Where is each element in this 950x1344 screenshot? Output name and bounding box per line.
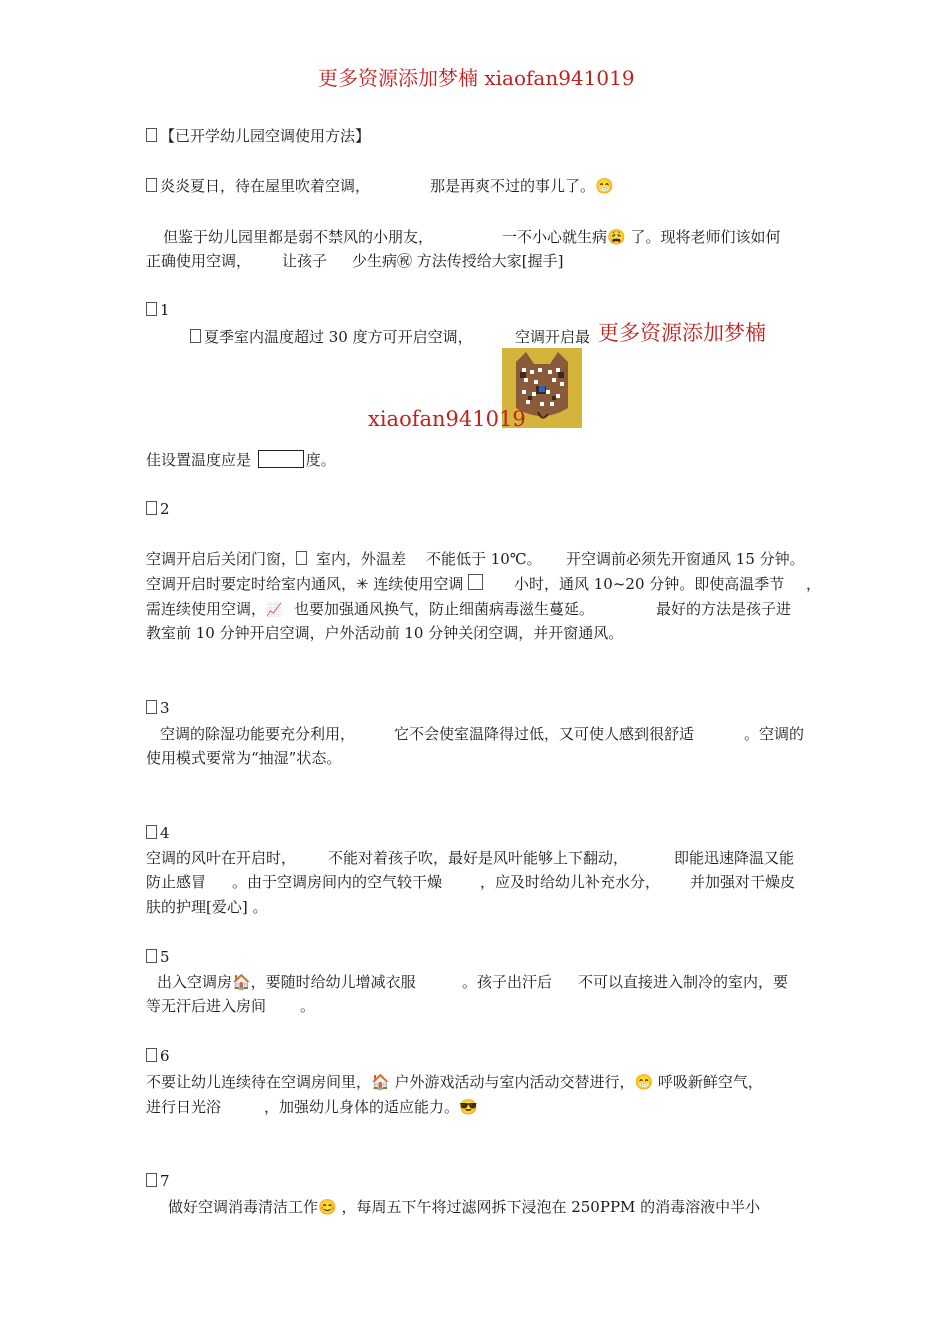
section-5-line-2a: 等无汗后进入房间 [146, 997, 267, 1015]
watermark-inline-text: 更多资源添加梦楠 [598, 321, 766, 345]
missing-glyph-icon [146, 825, 157, 839]
missing-glyph-icon [146, 128, 157, 142]
missing-glyph-icon [146, 949, 157, 963]
section-4-line-2b: 。由于空调房间内的空气较干燥 [232, 873, 443, 891]
section-3-number: 3 [146, 696, 170, 720]
section-5-line-1b: 。孩子出汗后 [462, 973, 553, 991]
section-4-line-1a: 空调的风叶在开启时， [146, 849, 297, 867]
section-2-line-1b: 室内，外温差 [316, 550, 407, 568]
section-2-line-2c: ， [806, 575, 822, 593]
section-4-line-2a: 防止感冒 [146, 873, 207, 891]
missing-glyph-icon [146, 1048, 157, 1062]
section-2-line-2a: 空调开启时要定时给室内通风，✳ 连续使用空调 [146, 572, 486, 596]
section-5-number: 5 [146, 945, 170, 969]
section-2-number: 2 [146, 497, 170, 521]
section-6-number: 6 [146, 1044, 170, 1068]
section-5-line-1a: 出入空调房🏠，要随时给幼儿增减衣服 [157, 973, 416, 991]
missing-glyph-icon [146, 501, 157, 515]
section-4-line-1b: 不能对着孩子吹，最好是风叶能够上下翻动， [328, 849, 629, 867]
section-4-line-3: 肤的护理[爱心] 。 [146, 898, 268, 916]
intro-line-1b: 那是再爽不过的事儿了。😁 [430, 177, 614, 195]
watermark-header: 更多资源添加梦楠 xiaofan941019 [318, 66, 635, 90]
section-5-line-2b: 。 [300, 997, 316, 1015]
section-6-line-2b: ，加强幼儿身体的适应能力。😎 [264, 1098, 478, 1116]
section-6-line-2a: 进行日光浴 [146, 1098, 222, 1116]
section-3-line-1c: 。空调的 [744, 725, 805, 743]
section-7-line-1: 做好空调消毒清洁工作😊 ，每周五下午将过滤网拆下浸泡在 250PPM 的消毒溶液中半小 [168, 1198, 761, 1216]
section-2-line-1d: 开空调前必须先开窗通风 15 分钟。 [566, 550, 805, 568]
section-2-line-1c: 不能低于 10℃。 [426, 550, 542, 568]
section-2-line-3b: 也要加强通风换气，防止细菌病毒滋生蔓延。 [294, 600, 595, 618]
intro-line-3b: 让孩子 [282, 252, 328, 270]
missing-glyph-icon [190, 329, 201, 343]
section-1-line-2: 佳设置温度应是 度。 [146, 451, 336, 469]
section-1-line-1b: 空调开启最 [515, 328, 591, 346]
intro-line-3a: 正确使用空调， [146, 252, 252, 270]
missing-glyph-icon [468, 574, 483, 590]
chart-glyph-icon: 📈 [266, 603, 283, 618]
intro-line-3c: 少生病㊗ 方法传授给大家[握手] [352, 252, 564, 270]
section-2-line-4: 教室前 10 分钟开启空调，户外活动前 10 分钟关闭空调，并开窗通风。 [146, 624, 624, 642]
section-5-line-1c: 不可以直接进入制冷的室内，要 [578, 973, 789, 991]
section-2-line-2b: 小时，通风 10~20 分钟。即使高温季节 [514, 575, 785, 593]
missing-glyph-icon [146, 700, 157, 714]
intro-line-1: 炎炎夏日，待在屋里吹着空调， [146, 174, 370, 198]
missing-glyph-icon [296, 551, 307, 565]
section-4-line-2d: 并加强对干燥皮 [690, 873, 796, 891]
section-3-line-1a: 空调的除湿功能要充分利用， [160, 725, 356, 743]
section-1-number: 1 [146, 298, 170, 322]
temperature-glyph-icon [258, 450, 304, 468]
missing-glyph-icon [146, 178, 157, 192]
intro-line-2a: 但鉴于幼儿园里都是弱不禁风的小朋友， [163, 228, 434, 246]
section-4-line-1c: 即能迅速降温又能 [674, 849, 795, 867]
section-3-line-1b: 它不会使室温降得过低，又可使人感到很舒适 [394, 725, 695, 743]
watermark-inline-id: xiaofan941019 [368, 407, 526, 431]
section-2-line-3a: 需连续使用空调，📈 [146, 600, 283, 618]
missing-glyph-icon [146, 1173, 157, 1187]
section-3-line-2: 使用模式要常为“抽湿”状态。 [146, 749, 342, 767]
doc-title: 【已开学幼儿园空调使用方法】 [146, 124, 370, 148]
section-4-number: 4 [146, 821, 170, 845]
section-7-number: 7 [146, 1169, 170, 1193]
section-2-line-3c: 最好的方法是孩子进 [656, 600, 792, 618]
section-1-line-1a: 夏季室内温度超过 30 度方可开启空调， [190, 325, 473, 349]
section-2-line-1a: 空调开启后关闭门窗， [146, 547, 310, 571]
missing-glyph-icon [146, 302, 157, 316]
intro-line-2b: 一不小心就生病😩 了。现将老师们该如何 [502, 228, 781, 246]
section-6-line-1: 不要让幼儿连续待在空调房间里，🏠 户外游戏活动与室内活动交替进行，😁 呼吸新鲜空气， [146, 1073, 763, 1091]
section-4-line-2c: ，应及时给幼儿补充水分， [480, 873, 661, 891]
